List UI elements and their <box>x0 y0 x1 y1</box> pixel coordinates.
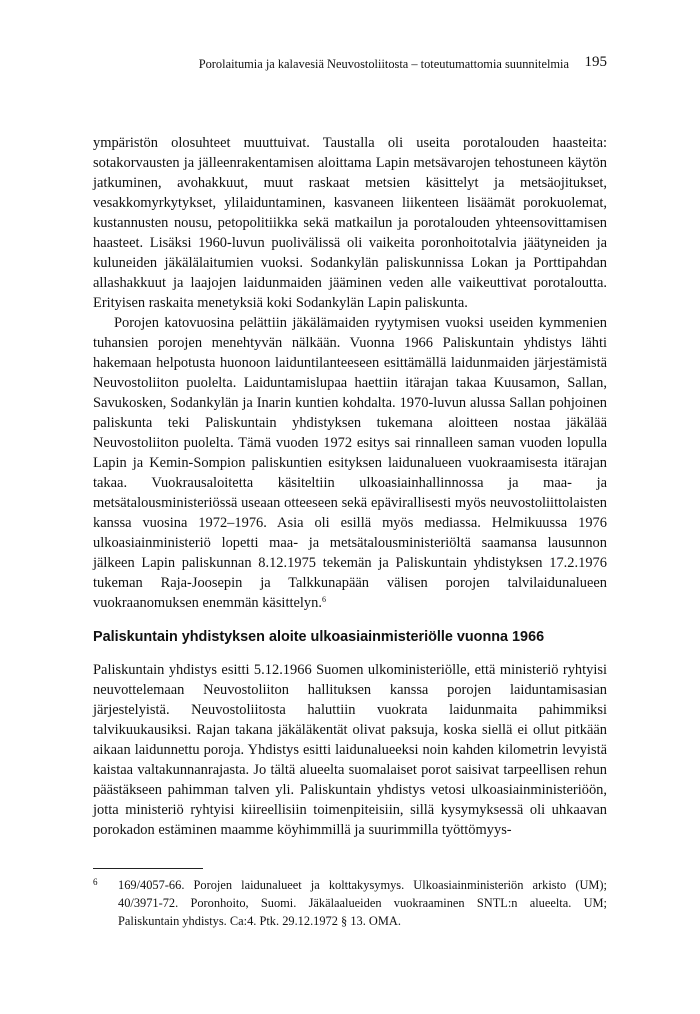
paragraph <box>93 313 607 613</box>
body-text <box>93 133 607 613</box>
footnote-text: 169/4057-66. Porojen laidunalueet ja kolttakysymys. Ulkoasiainministeriön arkisto (UM); 40/3971-72. Poronhoito, Suomi. Jäkälaalueiden vuokraaminen SNTL:n alueelta. UM; Paliskuntain yhdistys. Ca:4. Ptk. 29.12.1972 § 13. OMA. <box>118 878 607 928</box>
paragraph-text: Porojen katovuosina pelättiin jäkälämaiden ryytymisen vuoksi useiden kymmenien tuhansien porojen menehtyvän nälkään. Vuonna 1966 Paliskuntain yhdistys lähti hakemaan helpotusta huonoon laiduntilanteeseen esittämällä laidunmaiden järjestämistä Neuvostoliiton puolelta. Laiduntamislupaa haettiin itärajan takaa Kuusamon, Sallan, Savukosken, Sodankylän ja Inarin kuntien kohdalta. 1970-luvun alussa Sallan pohjoinen paliskunta teki Paliskuntain yhdistyksen tukemana aloitteen nostaa jäkälää Neuvostoliiton puolelta. Tämä vuoden 1972 esitys sai rinnalleen saman vuoden lopulla Lapin ja Kemin-Sompion paliskuntien esityksen laidunalueen vuokraamisesta itärajan takaa. Vuokrausaloitetta käsiteltiin ulkoasiainhallinnossa ja maa- ja metsätalousministeriössä useaan otteeseen sekä epävirallisesti myös neuvostoliittolaisten kanssa vuosina 1972–1976. Asia oli esillä myös mediassa. Helmikuussa 1976 ulkoasiainministeriö lopetti maa- ja metsätalousministeriöltä saamansa lausunnon jälkeen Lapin paliskunnan 8.12.1975 tekemän ja Paliskuntain yhdistyksen 17.2.1976 tukeman Raja-Joosepin ja Talkkunapään välisen porojen talvilaidunalueen vuokraanomuksen enemmän käsittelyn. <box>93 315 607 611</box>
paragraph: ympäristön olosuhteet muuttuivat. Taustalla oli useita porotalouden haasteita: sotakorvausten ja jälleenrakentamisen aloittama Lapin metsävarojen tehostuneen käytön jatkuminen, avohakkuut, muut raskaat metsien käsittelyt ja metsäojitukset, vesakkomyrkytykset, ylilaiduntaminen, kasvaneen liikenteen lisäämät porokuolemat, kustannusten nousu, petopolitiikka sekä matkailun ja porotalouden yhteensovittamisen haasteet. Lisäksi 1960-luvun puolivälissä oli vaikeita poronhoitotalvia jäätyneiden ja kuluneiden jäkälälaitumien vuoksi. Sodankylän paliskunnissa Lokan ja Porttipahdan allashakkuut ja laajojen laidunmaiden jääminen veden alle vaikeuttivat porotaloutta. Erityisen raskaita menetyksiä koki Sodankylän Lapin paliskunta. <box>93 135 607 311</box>
section-body-text <box>93 660 607 840</box>
section-heading: Paliskuntain yhdistyksen aloite ulkoasiainmisteriölle vuonna 1966 <box>93 629 545 645</box>
footnote-reference[interactable]: 6 <box>321 595 326 604</box>
page-number: 195 <box>584 54 607 70</box>
paragraph: Paliskuntain yhdistys esitti 5.12.1966 Suomen ulkoministeriölle, että ministeriö ryhtyisi neuvottelemaan Neuvostoliiton hallituksen kanssa porojen laiduntamisasian järjestelyistä. Neuvostoliitosta haluttiin vuokrata laidunmaita pahimmiksi talvikuukausiksi. Rajan takana jäkäläkentät olivat paksuja, koska siellä ei ollut pitkään aikaan laidunnettu poroja. Yhdistys esitti laidunalueeksi noin kahden kilometrin levyistä kaistaa valtakunnanrajasta. Jo tältä alueelta suomalaiset porot saisivat tarpeellisen rehun päästäkseen pahimman talven yli. Paliskuntain yhdistys vetosi ulkoasiainministeriöön, jotta ministeriö ryhtyisi kiireellisiin toimenpiteisiin, sillä kysymyksessä oli uhkaavan porokadon estäminen maamme köyhimmillä ja suurimmilla työttömyys- <box>93 662 607 838</box>
footnote <box>93 876 607 930</box>
footnote-divider <box>93 868 203 869</box>
footnote-mark: 6 <box>93 877 98 887</box>
running-header-title: Porolaitumia ja kalavesiä Neuvostoliitosta – toteutumattomia suunnitelmia <box>198 57 569 71</box>
